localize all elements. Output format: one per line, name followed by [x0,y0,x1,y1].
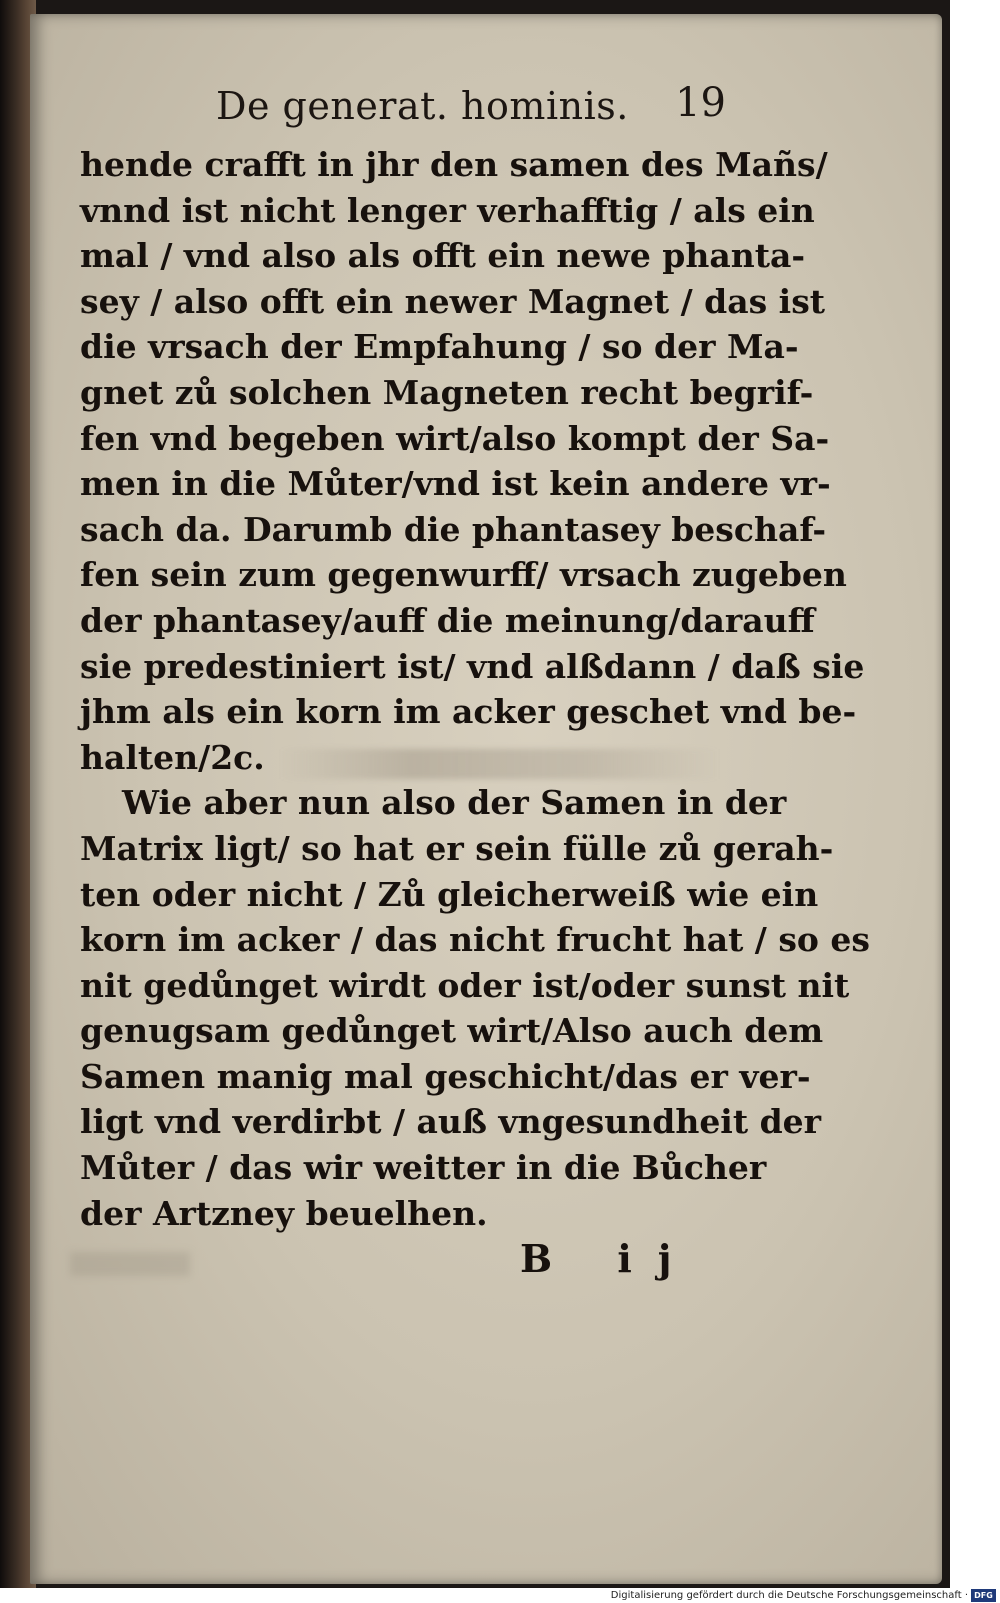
text-line: men in die Můter/vnd ist kein andere vr- [80,464,831,504]
funding-credit: Digitalisierung gefördert durch die Deutsche Forschungsgemeinschaft · [610,1590,968,1601]
text-line: Samen manig mal geschicht/das er ver- [80,1056,811,1096]
text-line: genugsam gedůnget wirt/Also auch dem [80,1011,824,1051]
text-line: sach da. Darumb die phantasey beschaf- [80,509,827,549]
paragraph-start-line: Wie aber nun also der Samen in der [122,783,787,823]
text-line: jhm als ein korn im acker geschet vnd be- [80,692,857,732]
text-line: vnnd ist nicht lenger verhafftig / als ein [80,190,815,230]
text-line: fen sein zum gegenwurff/ vrsach zugeben [80,555,847,595]
book-page [30,14,942,1584]
text-line: Můter / das wir weitter in die Bůcher [80,1148,767,1188]
text-line: ligt vnd verdirbt / auß vngesundheit der [80,1102,822,1142]
text-line: der phantasey/auff die meinung/darauff [80,600,815,640]
page-number: 19 [675,80,726,126]
digitization-footer [0,1588,1000,1603]
text-line: fen vnd begeben wirt/also kompt der Sa- [80,418,830,458]
text-line: sie predestiniert ist/ vnd alßdann / daß sie [80,646,865,686]
ink-bleed-through-lower [70,1252,190,1276]
text-line: mal / vnd also als offt ein newe phanta- [80,236,806,276]
page-header [216,78,736,134]
signature-mark: B ij [520,1236,698,1281]
text-line: der Artzney beuelhen. [80,1193,488,1233]
text-line: hende crafft in jhr den samen des Mañs/ [80,145,828,184]
text-line: halten/2c. [80,737,265,777]
text-line: gnet zů solchen Magneten recht begrif- [80,372,814,412]
text-line: korn im acker / das nicht frucht hat / so es [80,920,871,960]
running-title: De generat. hominis. [216,84,629,128]
body-text [80,142,871,1236]
text-line: ten oder nicht / Zů gleicherweiß wie ein [80,874,819,914]
text-line: nit gedůnget wirdt oder ist/oder sunst nit [80,965,850,1005]
text-line: sey / also offt ein newer Magnet / das ist [80,281,826,321]
dfg-logo: DFG [971,1589,996,1602]
text-line: die vrsach der Empfahung / so der Ma- [80,327,799,367]
text-line: Matrix ligt/ so hat er sein fülle zů gerah- [80,828,834,868]
